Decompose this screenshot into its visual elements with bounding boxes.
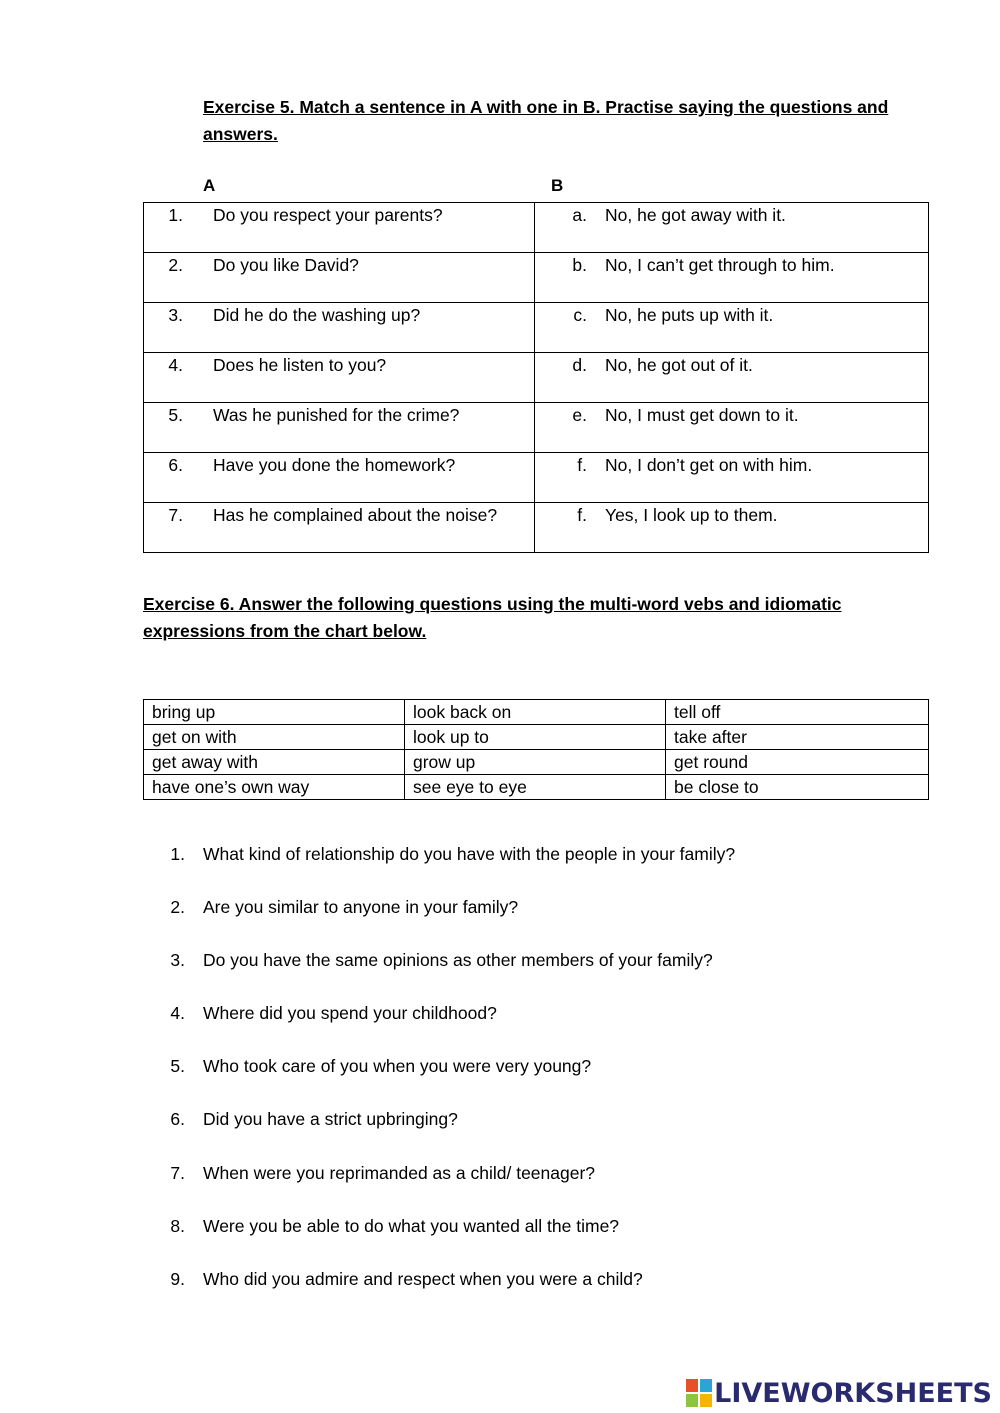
- answer-b-letter: e.: [572, 405, 587, 425]
- answer-b-letter: c.: [573, 305, 587, 325]
- liveworksheets-logo: [686, 1376, 992, 1410]
- answer-b-cell: [535, 503, 929, 553]
- column-b-heading: B: [551, 176, 564, 195]
- answer-b-text: Yes, I look up to them.: [605, 505, 778, 525]
- exercise6-title: Exercise 6. Answer the following questions using the multi-word vebs and idiomatic expressions from the chart below.: [143, 594, 842, 641]
- question-number: 3.: [170, 950, 185, 971]
- table-row: [144, 453, 929, 503]
- verb-cell: tell off: [666, 700, 929, 725]
- question-text: Did you have a strict upbringing?: [203, 1109, 458, 1130]
- question-a-cell: [144, 453, 535, 503]
- question-a-cell: [144, 253, 535, 303]
- question-a-text: Have you done the homework?: [213, 455, 456, 475]
- question-list: [170, 840, 903, 1318]
- answer-b-text: No, he got away with it.: [605, 205, 786, 225]
- question-a-text: Does he listen to you?: [213, 355, 387, 375]
- question-text: Who did you admire and respect when you were a child?: [203, 1268, 643, 1289]
- list-item: [170, 840, 903, 893]
- answer-b-text: No, he got out of it.: [605, 355, 753, 375]
- question-a-cell: [144, 203, 535, 253]
- question-number: 2.: [170, 897, 185, 918]
- verb-cell: get away with: [144, 750, 405, 775]
- answer-b-text: No, he puts up with it.: [605, 305, 774, 325]
- answer-b-cell: [535, 453, 929, 503]
- table-row: [144, 725, 929, 750]
- list-item: [170, 1265, 903, 1318]
- table-row: [144, 503, 929, 553]
- list-item: [170, 1052, 903, 1105]
- column-a-heading: A: [203, 176, 216, 195]
- question-number: 7.: [170, 1162, 185, 1183]
- list-item: [170, 1105, 903, 1158]
- verb-cell: get on with: [144, 725, 405, 750]
- list-item: [170, 893, 903, 946]
- verb-cell: bring up: [144, 700, 405, 725]
- question-a-number: 6.: [168, 455, 183, 475]
- verb-cell: be close to: [666, 775, 929, 800]
- answer-b-letter: f.: [577, 455, 587, 475]
- matching-table: [143, 202, 929, 553]
- table-row: [144, 775, 929, 800]
- exercise5-title: Exercise 5. Match a sentence in A with one in B. Practise saying the questions and answers.: [203, 97, 889, 144]
- verb-cell: have one’s own way: [144, 775, 405, 800]
- question-text: Who took care of you when you were very young?: [203, 1056, 592, 1077]
- question-a-text: Has he complained about the noise?: [213, 505, 498, 525]
- verb-cell: take after: [666, 725, 929, 750]
- answer-b-letter: d.: [572, 355, 587, 375]
- question-a-number: 3.: [168, 305, 183, 325]
- question-text: What kind of relationship do you have with the people in your family?: [203, 844, 736, 864]
- answer-b-text: No, I can’t get through to him.: [605, 255, 835, 275]
- verb-cell: see eye to eye: [405, 775, 666, 800]
- question-a-cell: [144, 503, 535, 553]
- question-a-number: 5.: [168, 405, 183, 425]
- question-a-text: Do you like David?: [213, 255, 359, 275]
- logo-text: LIVEWORKSHEETS: [714, 1377, 992, 1409]
- question-a-number: 7.: [168, 505, 183, 525]
- question-text: When were you reprimanded as a child/ teenager?: [203, 1162, 596, 1183]
- question-a-cell: [144, 303, 535, 353]
- question-number: 4.: [170, 1003, 185, 1024]
- question-text: Are you similar to anyone in your family?: [203, 897, 519, 918]
- answer-b-letter: a.: [572, 205, 587, 225]
- question-text: Where did you spend your childhood?: [203, 1003, 497, 1024]
- list-item: [170, 999, 903, 1052]
- table-row: [144, 203, 929, 253]
- answer-b-cell: [535, 303, 929, 353]
- answer-b-letter: f.: [577, 505, 587, 525]
- list-item: [170, 1212, 903, 1265]
- question-number: 6.: [170, 1109, 185, 1130]
- question-text: Do you have the same opinions as other members of your family?: [203, 950, 713, 971]
- table-row: [144, 253, 929, 303]
- table-row: [144, 403, 929, 453]
- verb-cell: look up to: [405, 725, 666, 750]
- answer-b-cell: [535, 253, 929, 303]
- verb-chart: [143, 699, 929, 800]
- answer-b-cell: [535, 353, 929, 403]
- verb-cell: look back on: [405, 700, 666, 725]
- table-row: [144, 353, 929, 403]
- question-number: 8.: [170, 1215, 185, 1236]
- verb-cell: get round: [666, 750, 929, 775]
- list-item: [170, 946, 903, 999]
- table-row: [144, 700, 929, 725]
- table-row: [144, 303, 929, 353]
- question-a-text: Did he do the washing up?: [213, 305, 421, 325]
- question-a-number: 2.: [168, 255, 183, 275]
- answer-b-cell: [535, 403, 929, 453]
- list-item: [170, 1159, 903, 1212]
- question-a-number: 4.: [168, 355, 183, 375]
- question-number: 1.: [170, 844, 185, 864]
- question-a-number: 1.: [168, 205, 183, 225]
- answer-b-cell: [535, 203, 929, 253]
- question-number: 5.: [170, 1056, 185, 1077]
- answer-b-letter: b.: [572, 255, 587, 275]
- liveworksheets-logo-icon: [686, 1379, 712, 1407]
- question-a-cell: [144, 403, 535, 453]
- question-a-cell: [144, 353, 535, 403]
- answer-b-text: No, I must get down to it.: [605, 405, 799, 425]
- question-a-text: Was he punished for the crime?: [213, 405, 460, 425]
- question-a-text: Do you respect your parents?: [213, 205, 443, 225]
- verb-cell: grow up: [405, 750, 666, 775]
- table-row: [144, 750, 929, 775]
- question-text: Were you be able to do what you wanted all the time?: [203, 1215, 620, 1236]
- answer-b-text: No, I don’t get on with him.: [605, 455, 813, 475]
- question-number: 9.: [170, 1268, 185, 1289]
